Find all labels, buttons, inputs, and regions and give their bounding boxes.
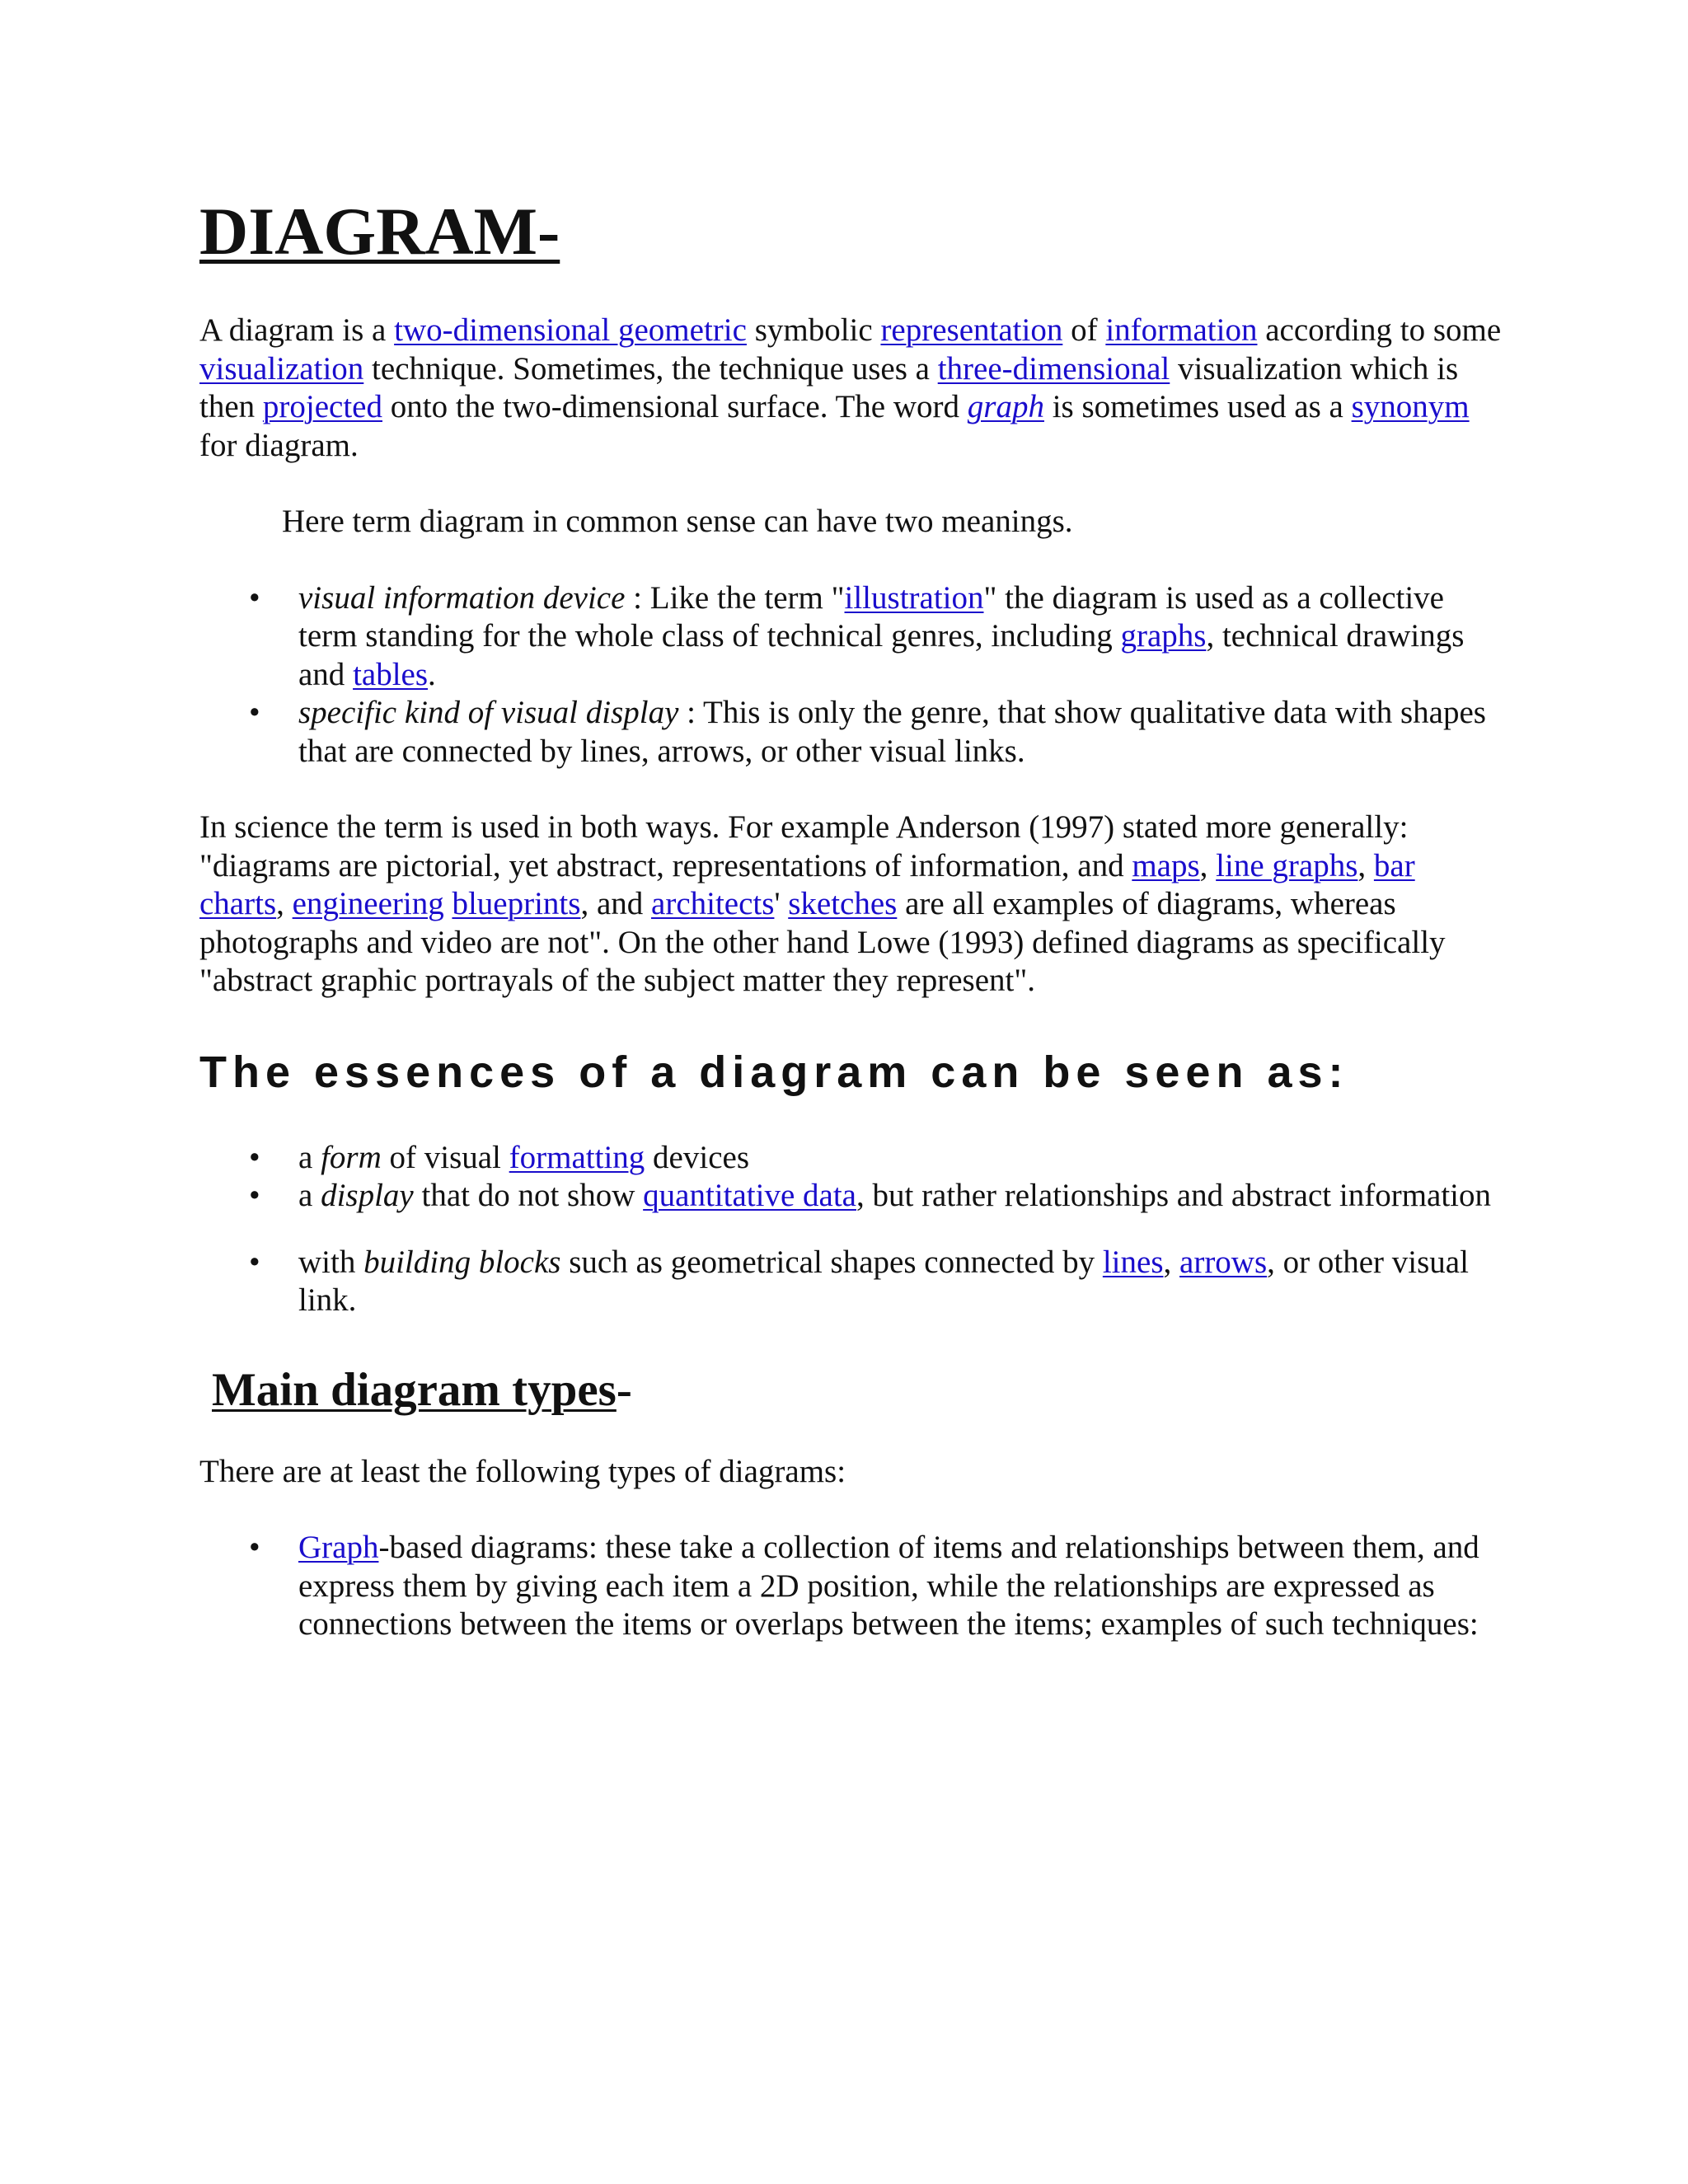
link-architects[interactable]: architects <box>651 886 775 921</box>
bullet-icon: • <box>249 695 260 730</box>
link-three-dimensional[interactable]: three-dimensional <box>937 350 1170 387</box>
types-heading <box>212 1363 1502 1416</box>
science-paragraph <box>199 808 1502 1001</box>
list-item <box>199 1529 1502 1644</box>
text-run: technique. Sometimes, the technique uses a <box>363 350 938 387</box>
text-run: a <box>298 1139 321 1175</box>
link-graphs[interactable]: graphs <box>1120 618 1207 654</box>
text-run: for diagram. <box>199 427 359 463</box>
link-quantitative-data[interactable]: quantitative data <box>643 1178 856 1213</box>
types-heading-text: Main diagram types <box>212 1363 617 1416</box>
text-run: a <box>298 1178 321 1213</box>
types-intro: There are at least the following types of diagrams: <box>199 1453 846 1489</box>
emphasis-text: building blocks <box>363 1244 561 1280</box>
text-run: , technical drawings and <box>298 618 1465 692</box>
link-arrows[interactable]: arrows <box>1179 1244 1268 1280</box>
text-run <box>444 886 452 921</box>
text-run: " the diagram is used as a collective term standing for the whole class of technical genres, including <box>298 579 1444 654</box>
essences-list-continued <box>199 1244 1502 1320</box>
text-run: In science the term is used in both ways. For example Anderson (1997) stated more generally: "diagrams are pictorial, yet abstract, representations of information, and <box>199 809 1409 883</box>
link-tables[interactable]: tables <box>353 656 429 692</box>
text-run: is sometimes used as a <box>1043 389 1352 424</box>
text-run: , or other visual link. <box>298 1244 1469 1318</box>
document-content <box>199 194 1502 1644</box>
meanings-list <box>199 579 1502 771</box>
emphasis-text: form <box>321 1139 382 1175</box>
text-run: , and <box>580 886 652 921</box>
link-formatting[interactable]: formatting <box>509 1139 645 1175</box>
emphasis-text: visual information device <box>298 579 626 616</box>
text-run: that do not show <box>413 1178 644 1213</box>
link-bar-charts[interactable]: bar charts <box>199 847 1415 921</box>
text-run: such as geometrical shapes connected by <box>560 1244 1103 1280</box>
link-engineering[interactable]: engineering <box>292 886 444 921</box>
text-run: according to some <box>1257 312 1502 348</box>
link-line-graphs[interactable]: line graphs <box>1216 847 1358 883</box>
meanings-intro: Here term diagram in common sense can have two meanings. <box>282 504 1073 539</box>
link-graph[interactable]: graph <box>967 389 1044 424</box>
list-item <box>199 1177 1502 1216</box>
list-item <box>199 1244 1502 1320</box>
link-graph-types[interactable]: Graph <box>298 1530 379 1565</box>
text-run: : This is only the genre, that show qualitative data with shapes that are connected by lines, arrows, or other visual links. <box>298 695 1486 769</box>
essences-heading: The essences of a diagram can be seen as: <box>199 1047 1349 1097</box>
text-run: , but rather relationships and abstract information <box>856 1178 1492 1213</box>
list-item <box>199 579 1502 695</box>
types-list <box>199 1529 1502 1644</box>
text-run: of visual <box>381 1139 509 1175</box>
bullet-icon: • <box>249 1139 260 1175</box>
text-run: , <box>1357 847 1374 883</box>
text-run: onto the two-dimensional surface. The word <box>382 389 968 424</box>
text-run: with <box>298 1244 364 1280</box>
text-run: ' <box>774 886 789 921</box>
text-run: of <box>1062 312 1106 348</box>
link-visualization[interactable]: visualization <box>199 350 364 387</box>
bullet-icon: • <box>249 1178 260 1213</box>
list-item <box>199 1139 1502 1178</box>
text-run: are all examples of diagrams, whereas photographs and video are not". On the other hand Lowe (1993) defined diagrams as specifically "abstract graphic portrayals of the subject matter they represent". <box>199 886 1446 998</box>
emphasis-text: specific kind of visual display <box>298 695 679 730</box>
link-sketches[interactable]: sketches <box>788 886 898 921</box>
text-run: , <box>276 886 293 921</box>
bullet-icon: • <box>249 1244 260 1280</box>
text-run: -based diagrams: these take a collection of items and relationships between them, and express them by giving each item a 2D position, while the relationships are expressed as connections between the items or overlaps between the items; examples of such techniques: <box>298 1530 1479 1642</box>
link-blueprints[interactable]: blueprints <box>452 886 581 921</box>
link-representation[interactable]: representation <box>880 312 1063 348</box>
page-title: DIAGRAM- <box>199 194 560 269</box>
text-run: : Like the term " <box>625 579 845 616</box>
text-run: devices <box>645 1139 749 1175</box>
link-two-dimensional-geometric[interactable]: two-dimensional geometric <box>394 312 747 348</box>
link-maps[interactable]: maps <box>1132 847 1200 883</box>
link-lines[interactable]: lines <box>1102 1244 1164 1280</box>
text-run: visualization which is then <box>199 350 1459 424</box>
text-run: . <box>428 656 436 692</box>
types-heading-suffix: - <box>616 1363 632 1416</box>
list-item <box>199 694 1502 771</box>
essences-list <box>199 1139 1502 1216</box>
link-projected[interactable]: projected <box>262 389 382 424</box>
link-illustration[interactable]: illustration <box>844 579 984 616</box>
emphasis-text: display <box>321 1178 414 1213</box>
link-synonym[interactable]: synonym <box>1351 389 1470 424</box>
text-run: symbolic <box>746 312 881 348</box>
text-run: A diagram is a <box>199 312 395 348</box>
intro-paragraph <box>199 312 1502 465</box>
text-run: , <box>1163 1244 1180 1280</box>
text-run: , <box>1199 847 1217 883</box>
bullet-icon: • <box>249 579 260 616</box>
link-information[interactable]: information <box>1105 312 1258 348</box>
bullet-icon: • <box>249 1530 260 1565</box>
